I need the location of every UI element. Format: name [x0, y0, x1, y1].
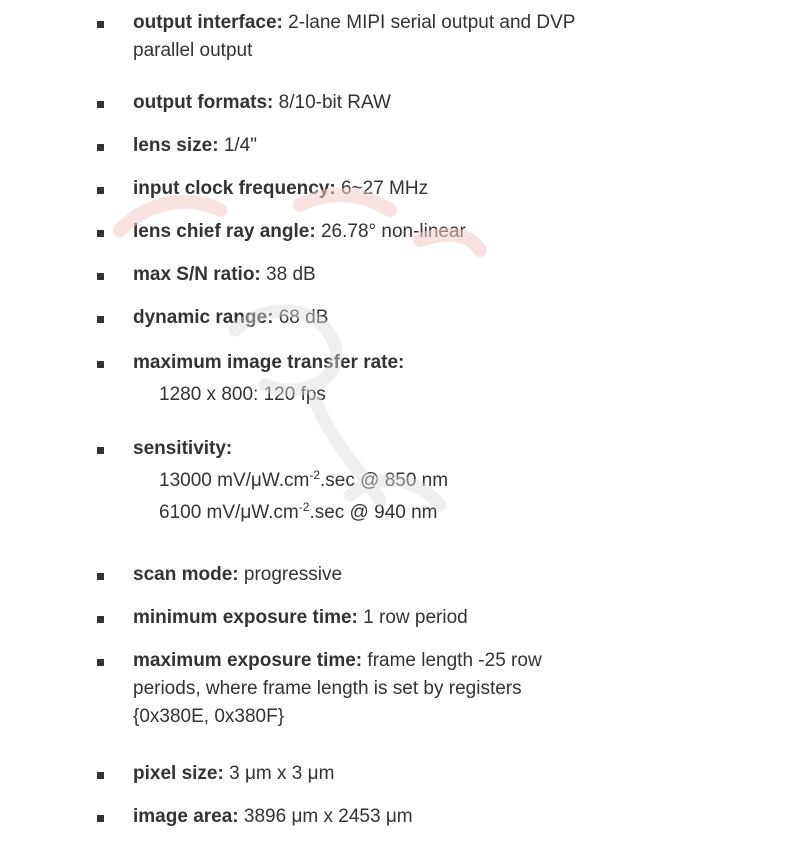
- bullet-icon: [97, 144, 104, 151]
- bullet-icon: [97, 273, 104, 280]
- spec-item-output-formats: [96, 89, 391, 117]
- spec-label: output formats:: [133, 92, 274, 113]
- spec-item-output-interface: [96, 9, 575, 65]
- bullet-icon: [97, 187, 104, 194]
- spec-label: lens size:: [133, 135, 219, 156]
- spec-sub-value: [133, 499, 448, 527]
- spec-label: output interface:: [133, 12, 283, 33]
- spec-value: frame length -25 row: [362, 650, 542, 671]
- spec-label: max S/N ratio:: [133, 264, 261, 285]
- spec-item-dynamic-range: [96, 304, 328, 332]
- spec-item-min-exposure: [96, 604, 468, 632]
- superscript: -2: [309, 468, 321, 482]
- spec-item-scan-mode: [96, 561, 342, 589]
- bullet-icon: [97, 815, 104, 822]
- spec-label: minimum exposure time:: [133, 607, 358, 628]
- spec-value-line2: periods, where frame length is set by registers: [133, 678, 522, 699]
- spec-value-line2: parallel output: [133, 40, 253, 61]
- spec-value: 26.78° non-linear: [315, 221, 466, 242]
- spec-item-input-clock: [96, 175, 428, 203]
- spec-label: maximum exposure time:: [133, 650, 363, 671]
- bullet-icon: [97, 230, 104, 237]
- sensitivity-940-unit: .sec @ 940 nm: [309, 502, 438, 523]
- spec-sub-value: [133, 467, 448, 495]
- sensitivity-850-unit: .sec @ 850 nm: [320, 470, 449, 491]
- spec-value: 68 dB: [273, 307, 329, 328]
- bullet-icon: [97, 447, 104, 454]
- spec-value: 6~27 MHz: [335, 178, 429, 199]
- spec-value: 3896 μm x 2453 μm: [238, 806, 413, 827]
- bullet-icon: [97, 361, 104, 368]
- sensitivity-940-value: 6100 mV/μW.cm: [159, 502, 299, 523]
- spec-label: dynamic range:: [133, 307, 274, 328]
- spec-label: input clock frequency:: [133, 178, 336, 199]
- spec-item-transfer-rate: [96, 349, 404, 409]
- bullet-icon: [97, 659, 104, 666]
- superscript: -2: [298, 500, 310, 514]
- bullet-icon: [97, 21, 104, 28]
- spec-label: pixel size:: [133, 763, 224, 784]
- spec-value: 3 μm x 3 μm: [223, 763, 335, 784]
- bullet-icon: [97, 316, 104, 323]
- spec-label: image area:: [133, 806, 239, 827]
- bullet-icon: [97, 101, 104, 108]
- bullet-icon: [97, 772, 104, 779]
- spec-item-max-exposure: [96, 647, 542, 731]
- spec-item-sn-ratio: [96, 261, 316, 289]
- spec-value-line3: {0x380E, 0x380F}: [133, 706, 285, 727]
- spec-label: lens chief ray angle:: [133, 221, 316, 242]
- bullet-icon: [97, 573, 104, 580]
- spec-value: 1 row period: [357, 607, 468, 628]
- spec-value: progressive: [238, 564, 343, 585]
- spec-item-pixel-size: [96, 760, 334, 788]
- sensitivity-850-value: 13000 mV/μW.cm: [159, 470, 310, 491]
- spec-sub-value: 1280 x 800: 120 fps: [159, 384, 326, 405]
- spec-label: sensitivity:: [133, 438, 233, 459]
- spec-value: 38 dB: [260, 264, 316, 285]
- spec-item-chief-ray-angle: [96, 218, 466, 246]
- spec-item-lens-size: [96, 132, 257, 160]
- spec-item-image-area: [96, 803, 413, 831]
- spec-value: 2-lane MIPI serial output and DVP: [282, 12, 576, 33]
- spec-value: 8/10-bit RAW: [273, 92, 391, 113]
- spec-item-sensitivity: [96, 435, 448, 527]
- bullet-icon: [97, 616, 104, 623]
- spec-label: maximum image transfer rate:: [133, 352, 405, 373]
- spec-label: scan mode:: [133, 564, 239, 585]
- spec-value: 1/4": [218, 135, 257, 156]
